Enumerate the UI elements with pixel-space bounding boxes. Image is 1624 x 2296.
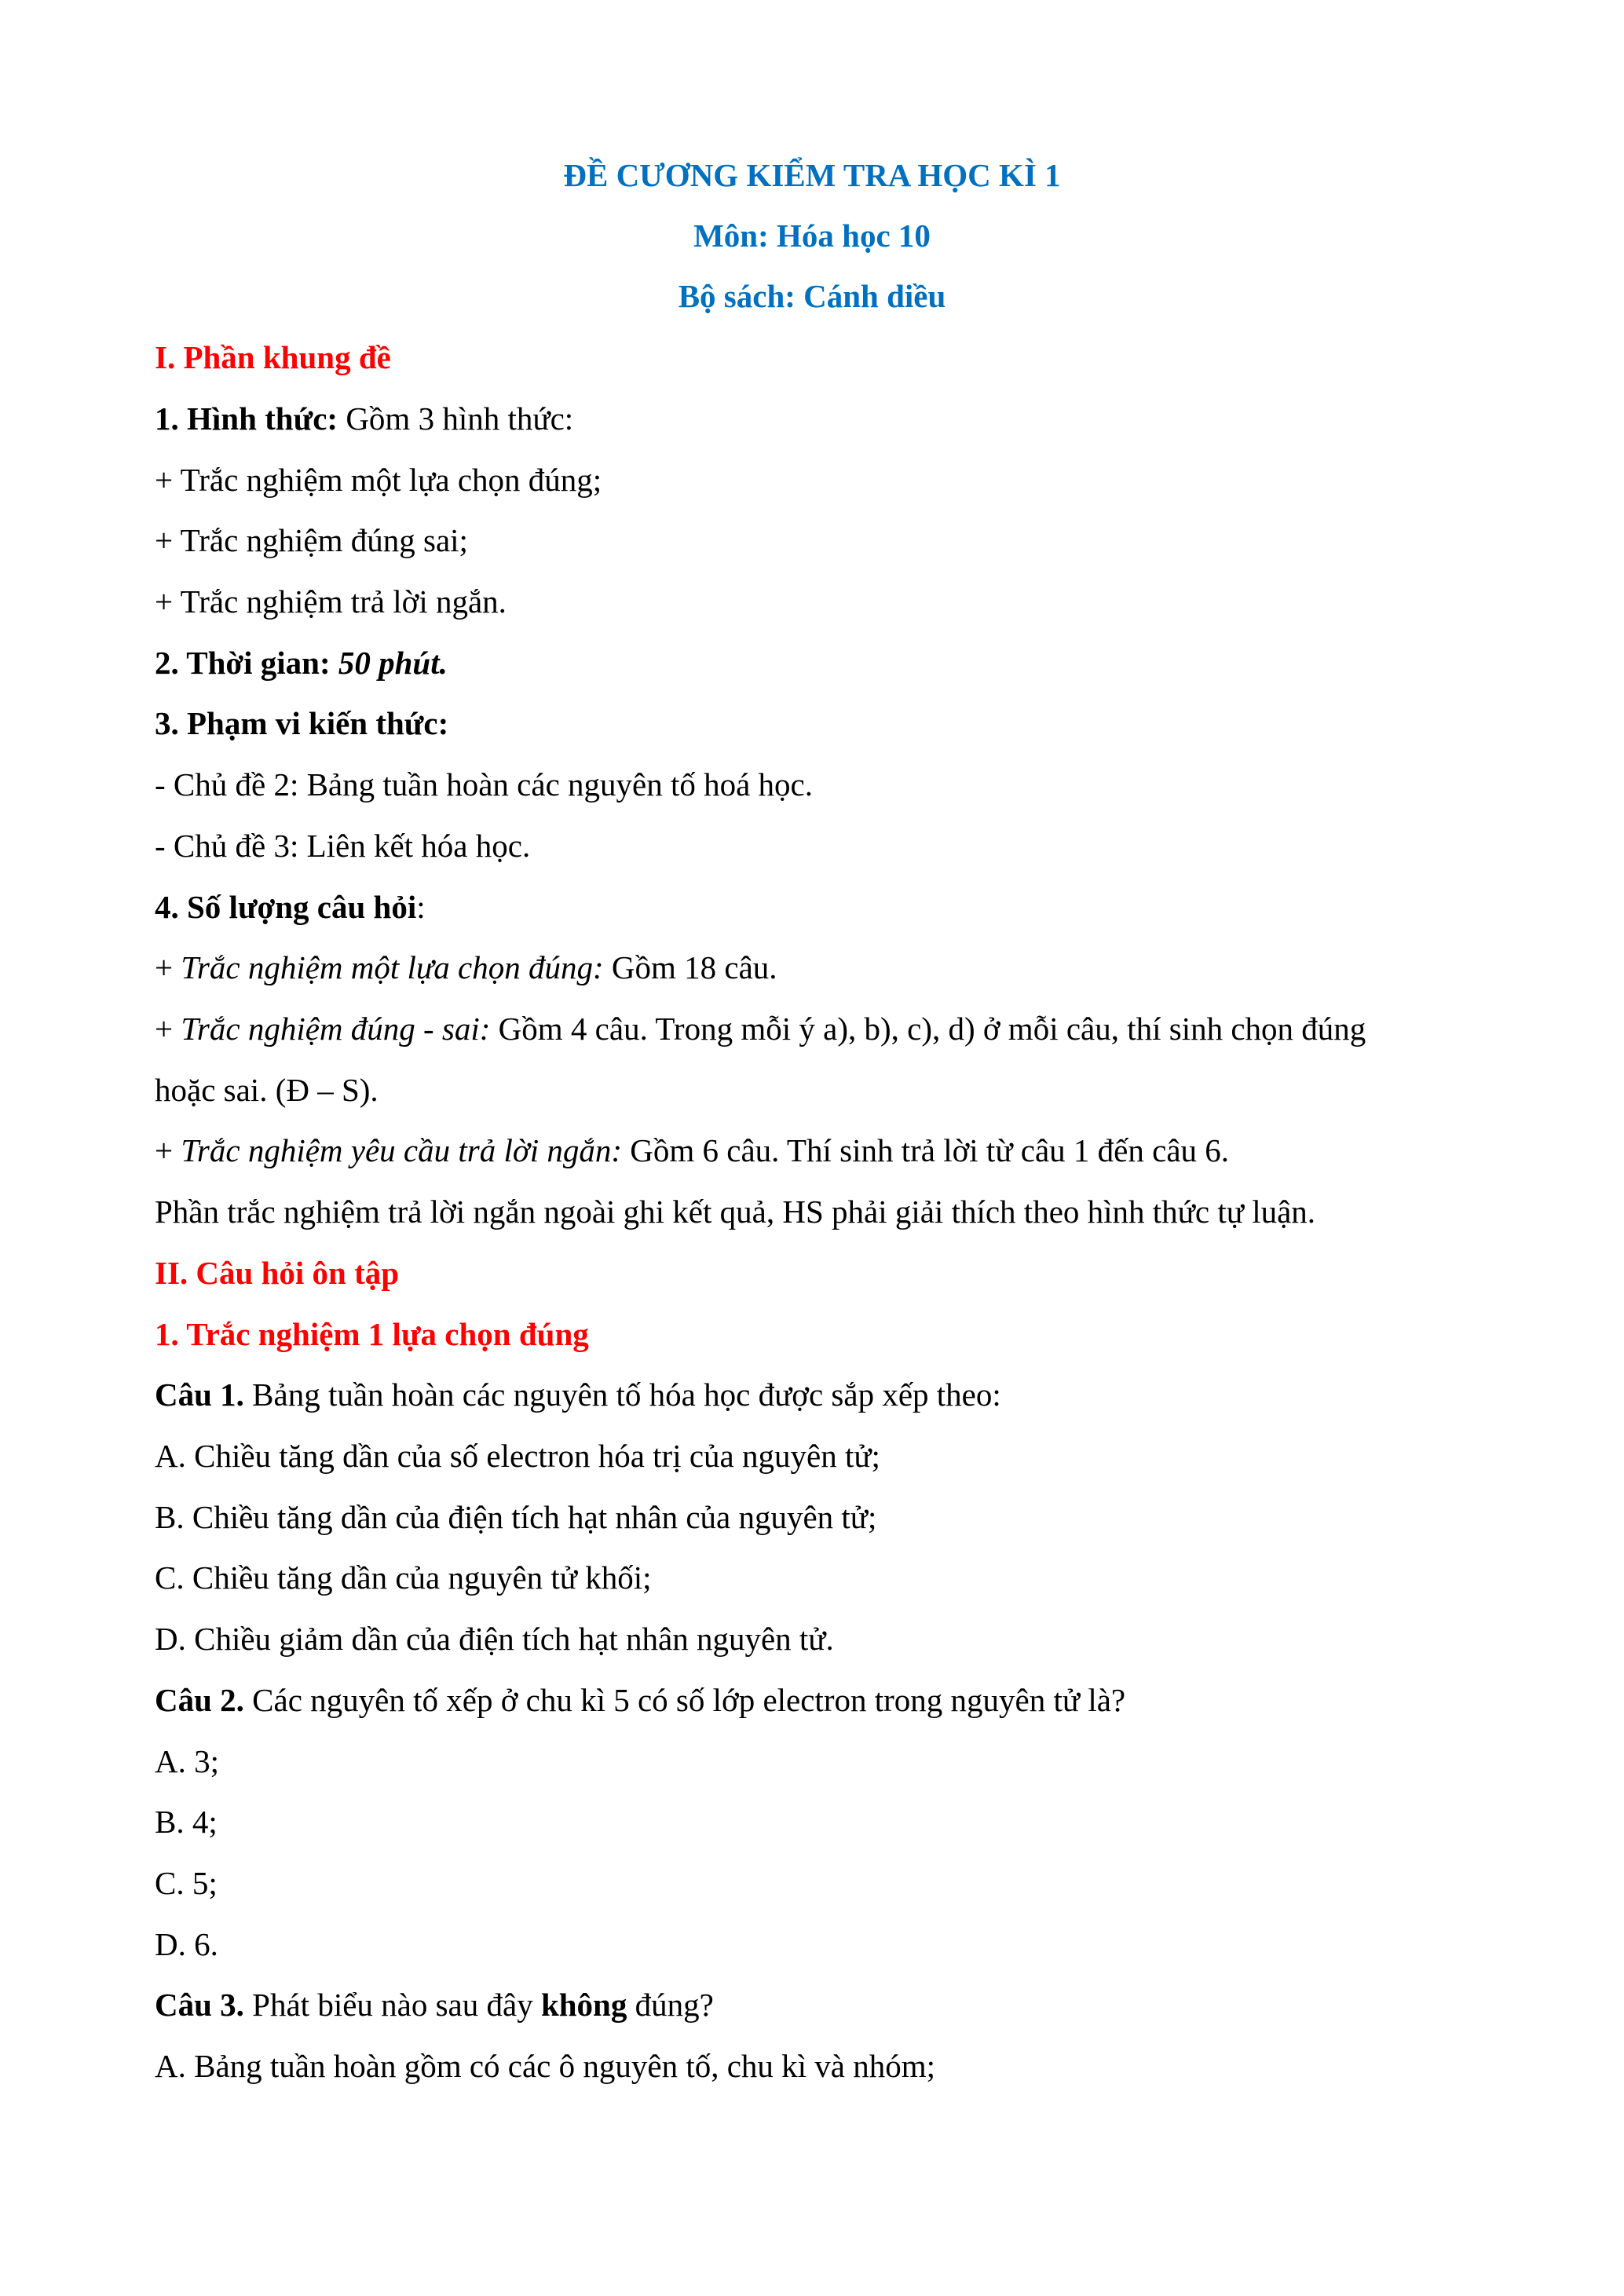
- count-line: 4. Số lượng câu hỏi:: [155, 889, 426, 925]
- question-1-option-b: B. Chiều tăng dần của điện tích hạt nhân của nguyên tử;: [155, 1499, 877, 1535]
- scope-item-2: - Chủ đề 3: Liên kết hóa học.: [155, 828, 531, 864]
- question-2-option-c: C. 5;: [155, 1865, 218, 1901]
- scope-label: 3. Phạm vi kiến thức:: [155, 705, 449, 741]
- count-note: Phần trắc nghiệm trả lời ngắn ngoài ghi kết quả, HS phải giải thích theo hình thức tự luận.: [155, 1194, 1316, 1230]
- time-line: [155, 643, 448, 682]
- count-label: 4. Số lượng câu hỏi: [155, 889, 417, 925]
- question-1-option-d: D. Chiều giảm dần của điện tích hạt nhân nguyên tử.: [155, 1621, 834, 1657]
- document-title: ĐỀ CƯƠNG KIỂM TRA HỌC KÌ 1: [563, 157, 1061, 193]
- count-tf: + Trắc nghiệm đúng - sai: Gồm 4 câu. Trong mỗi ý a), b), c), d) ở mỗi câu, thí sinh chọn đúng: [155, 1011, 1366, 1047]
- form-line: [155, 399, 573, 438]
- section-2-heading: II. Câu hỏi ôn tập: [155, 1255, 400, 1291]
- form-text: Gồm 3 hình thức:: [338, 400, 574, 437]
- scope-item-1: - Chủ đề 2: Bảng tuần hoàn các nguyên tố hoá học.: [155, 766, 813, 803]
- form-item-1: + Trắc nghiệm một lựa chọn đúng;: [155, 462, 602, 498]
- question-2-option-a: A. 3;: [155, 1743, 219, 1779]
- section-2-subheading: 1. Trắc nghiệm 1 lựa chọn đúng: [155, 1316, 589, 1352]
- question-1-option-a: A. Chiều tăng dần của số electron hóa trị của nguyên tử;: [155, 1438, 880, 1474]
- time-label: 2. Thời gian:: [155, 645, 338, 681]
- form-label: 1. Hình thức:: [155, 400, 338, 437]
- question-3-option-a: A. Bảng tuần hoàn gồm có các ô nguyên tố, chu kì và nhóm;: [155, 2048, 936, 2084]
- subject-line: Môn: Hóa học 10: [693, 218, 931, 254]
- book-line: Bộ sách: Cánh diều: [678, 278, 946, 314]
- question-3: Câu 3. Phát biểu nào sau đây không đúng?: [155, 1987, 714, 2023]
- count-tf-cont: hoặc sai. (Đ – S).: [155, 1072, 379, 1108]
- form-item-2: + Trắc nghiệm đúng sai;: [155, 522, 468, 558]
- form-item-3: + Trắc nghiệm trả lời ngắn.: [155, 583, 507, 620]
- count-mc: + Trắc nghiệm một lựa chọn đúng: Gồm 18 câu.: [155, 949, 777, 985]
- question-1-option-c: C. Chiều tăng dần của nguyên tử khối;: [155, 1559, 652, 1596]
- time-value: 50 phút.: [338, 645, 448, 681]
- question-2-option-d: D. 6.: [155, 1926, 218, 1962]
- question-1: Câu 1. Bảng tuần hoàn các nguyên tố hóa học được sắp xếp theo:: [155, 1377, 1001, 1413]
- count-short: + Trắc nghiệm yêu cầu trả lời ngắn: Gồm 6 câu. Thí sinh trả lời từ câu 1 đến câu 6.: [155, 1132, 1230, 1168]
- question-2-option-b: B. 4;: [155, 1804, 218, 1840]
- section-1-heading: I. Phần khung đề: [155, 339, 391, 375]
- question-2: Câu 2. Các nguyên tố xếp ở chu kì 5 có số lớp electron trong nguyên tử là?: [155, 1682, 1126, 1718]
